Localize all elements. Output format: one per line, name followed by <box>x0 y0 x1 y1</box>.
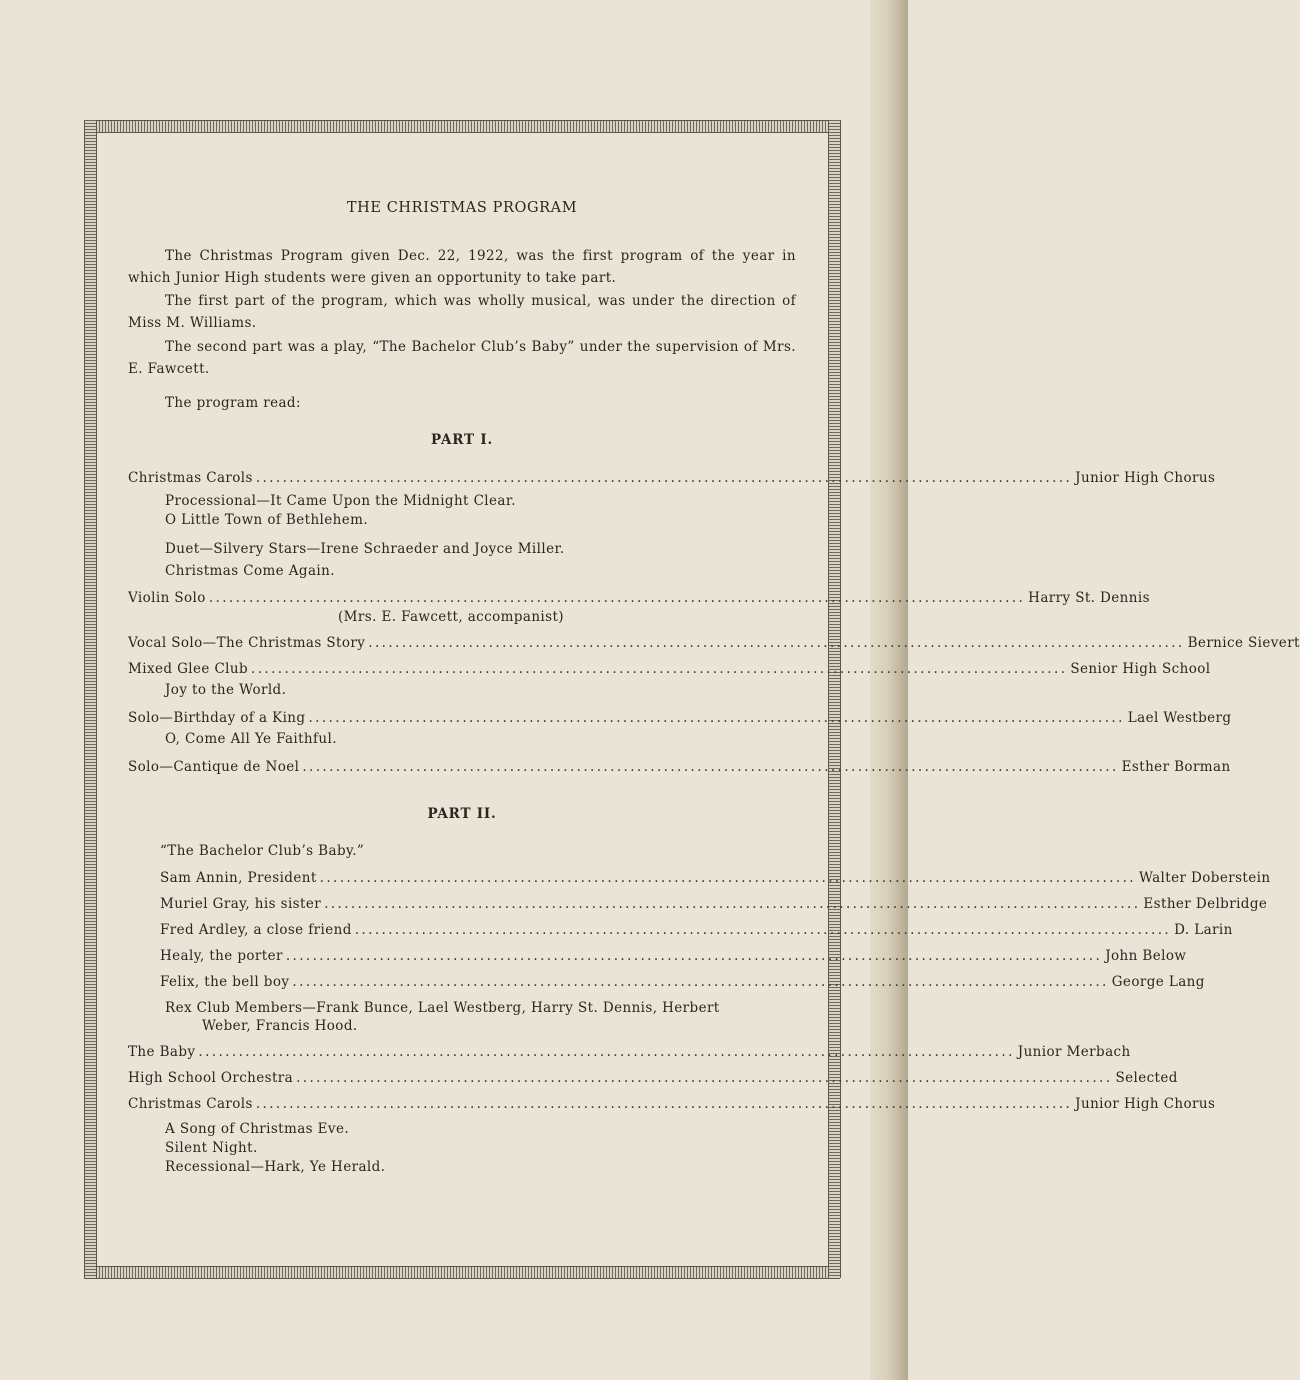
item-label: Solo—Cantique de Noel <box>128 759 300 775</box>
page-edge <box>870 0 908 1380</box>
program-item <box>128 635 1300 651</box>
item-label: The Baby <box>128 1044 196 1060</box>
leader-dots: .......................................................................................................................... <box>255 470 1073 486</box>
program-item <box>128 470 1216 486</box>
program-subitem: Recessional—Hark, Ye Herald. <box>165 1159 386 1175</box>
item-performer: Junior Merbach <box>1017 1044 1131 1060</box>
leader-dots: .......................................................................................................................... <box>308 710 1125 726</box>
program-subitem: O Little Town of Bethlehem. <box>165 512 369 528</box>
item-label: Christmas Carols <box>128 470 253 486</box>
rex-club-line: Rex Club Members—Frank Bunce, Lael Westberg, Harry St. Dennis, Herbert <box>165 1000 720 1016</box>
role-label: Muriel Gray, his sister <box>160 896 322 912</box>
role-label: Fred Ardley, a close friend <box>160 922 352 938</box>
leader-dots: .......................................................................................................................... <box>251 661 1068 677</box>
role-label: Sam Annin, President <box>160 870 317 886</box>
leader-dots: .......................................................................................................................... <box>354 922 1172 938</box>
leader-dots: .......................................................................................................................... <box>324 896 1141 912</box>
program-subitem: A Song of Christmas Eve. <box>165 1121 350 1137</box>
leader-dots: .......................................................................................................................... <box>285 948 1103 964</box>
program-subitem: O, Come All Ye Faithful. <box>165 731 337 747</box>
item-performer: Lael Westberg <box>1127 710 1232 726</box>
leader-dots: .......................................................................................................................... <box>368 635 1185 651</box>
program-item <box>128 1044 1131 1060</box>
actor-name: George Lang <box>1111 974 1205 990</box>
actor-name: D. Larin <box>1174 922 1233 938</box>
leader-dots: .......................................................................................................................... <box>255 1096 1073 1112</box>
actor-name: Esther Delbridge <box>1143 896 1268 912</box>
leader-dots: .......................................................................................................................... <box>208 590 1026 606</box>
leader-dots: .......................................................................................................................... <box>198 1044 1015 1060</box>
role-label: Healy, the porter <box>160 948 283 964</box>
program-subitem: Processional—It Came Upon the Midnight Clear. <box>165 493 516 509</box>
page-title: THE CHRISTMAS PROGRAM <box>346 200 578 216</box>
leader-dots: .......................................................................................................................... <box>319 870 1136 886</box>
program-item <box>128 1096 1216 1112</box>
program-item <box>128 759 1231 775</box>
leader-dots: .......................................................................................................................... <box>296 1070 1113 1086</box>
program-subitem: Silent Night. <box>165 1140 258 1156</box>
role-label: Felix, the bell boy <box>160 974 290 990</box>
item-performer: Junior High Chorus <box>1075 470 1216 486</box>
program-content <box>128 0 1300 1380</box>
play-title: “The Bachelor Club’s Baby.” <box>160 843 365 859</box>
program-item <box>128 710 1232 726</box>
cast-item <box>160 870 1271 886</box>
cast-item <box>160 922 1233 938</box>
actor-name: John Below <box>1105 948 1187 964</box>
item-performer: Junior High Chorus <box>1075 1096 1216 1112</box>
cast-item <box>160 974 1205 990</box>
rex-club-line-2: Weber, Francis Hood. <box>202 1018 358 1034</box>
part-1-heading: PART I. <box>431 432 493 448</box>
item-label: Violin Solo <box>128 590 206 606</box>
item-label: Mixed Glee Club <box>128 661 249 677</box>
item-performer: Esther Borman <box>1121 759 1231 775</box>
part-2-heading: PART II. <box>427 806 497 822</box>
program-subitem: Joy to the World. <box>165 682 287 698</box>
item-performer: Senior High School <box>1070 661 1211 677</box>
leader-dots: .......................................................................................................................... <box>302 759 1119 775</box>
item-label: High School Orchestra <box>128 1070 294 1086</box>
program-item <box>128 661 1211 677</box>
program-item <box>128 1070 1178 1086</box>
program-item <box>128 590 1150 606</box>
leader-dots: .......................................................................................................................... <box>292 974 1109 990</box>
intro-paragraph-3: The second part was a play, “The Bachelor Club’s Baby” under the supervision of Mrs. E. Fawcett. <box>128 339 796 377</box>
program-read-text: The program read: <box>165 395 301 411</box>
program-subitem: Christmas Come Again. <box>165 563 335 579</box>
cast-item <box>160 896 1268 912</box>
intro-paragraph-2: The first part of the program, which was wholly musical, was under the direction of Miss M. Williams. <box>128 293 796 331</box>
actor-name: Walter Doberstein <box>1139 870 1271 886</box>
item-label: Christmas Carols <box>128 1096 253 1112</box>
item-performer: Harry St. Dennis <box>1028 590 1150 606</box>
cast-item <box>160 948 1187 964</box>
item-performer: Selected <box>1115 1070 1178 1086</box>
item-label: Solo—Birthday of a King <box>128 710 306 726</box>
border-left <box>84 120 97 1278</box>
accompanist-note: (Mrs. E. Fawcett, accompanist) <box>338 609 564 625</box>
item-performer: Bernice Sievert <box>1187 635 1300 651</box>
intro-paragraph-1: The Christmas Program given Dec. 22, 1922, was the first program of the year in which Junior High students were given an opportunity to take part. <box>128 248 796 286</box>
item-label: Vocal Solo—The Christmas Story <box>128 635 366 651</box>
program-subitem: Duet—Silvery Stars—Irene Schraeder and Joyce Miller. <box>165 541 565 557</box>
